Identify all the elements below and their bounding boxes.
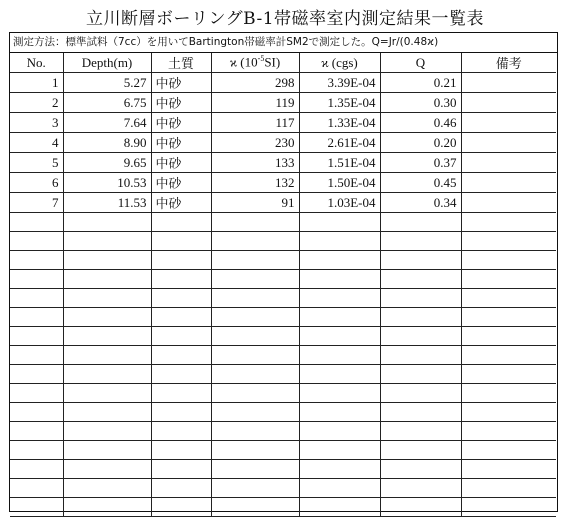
row-kappa-si — [211, 213, 299, 232]
row-no — [10, 270, 63, 289]
results-table-body — [10, 73, 556, 517]
row-kappa-si — [211, 346, 299, 365]
empty-table-row — [10, 498, 556, 517]
row-q — [380, 403, 461, 422]
row-remarks — [461, 441, 556, 460]
row-no — [10, 498, 63, 517]
row-no: 2 — [10, 93, 63, 113]
row-depth: 10.53 — [63, 173, 151, 193]
empty-table-row — [10, 365, 556, 384]
row-no — [10, 232, 63, 251]
row-q — [380, 422, 461, 441]
row-depth — [63, 460, 151, 479]
header-q: Q — [380, 53, 461, 73]
row-depth: 8.90 — [63, 133, 151, 153]
row-no — [10, 251, 63, 270]
row-q — [380, 251, 461, 270]
row-depth — [63, 441, 151, 460]
row-kappa-si: 91 — [211, 193, 299, 213]
row-kappa-si — [211, 384, 299, 403]
empty-table-row — [10, 346, 556, 365]
row-soil: 中砂 — [151, 153, 211, 173]
row-depth: 11.53 — [63, 193, 151, 213]
row-q — [380, 308, 461, 327]
row-soil — [151, 422, 211, 441]
row-soil: 中砂 — [151, 73, 211, 93]
results-sheet — [9, 32, 558, 512]
header-kappa-si-exponent: -5 — [257, 54, 265, 64]
row-no — [10, 441, 63, 460]
row-kappa-cgs — [299, 460, 380, 479]
results-table — [10, 53, 556, 517]
empty-table-row — [10, 422, 556, 441]
header-depth: Depth(m) — [63, 53, 151, 73]
row-depth — [63, 498, 151, 517]
row-remarks — [461, 327, 556, 346]
row-kappa-si — [211, 498, 299, 517]
row-soil: 中砂 — [151, 193, 211, 213]
row-no — [10, 213, 63, 232]
row-q — [380, 213, 461, 232]
row-soil — [151, 403, 211, 422]
row-no — [10, 460, 63, 479]
row-kappa-cgs — [299, 441, 380, 460]
row-kappa-si — [211, 403, 299, 422]
row-depth: 6.75 — [63, 93, 151, 113]
row-no — [10, 327, 63, 346]
row-remarks — [461, 93, 556, 113]
row-no — [10, 289, 63, 308]
row-kappa-si — [211, 270, 299, 289]
row-soil — [151, 213, 211, 232]
empty-table-row — [10, 213, 556, 232]
row-remarks — [461, 193, 556, 213]
row-kappa-si — [211, 365, 299, 384]
table-row — [10, 73, 556, 93]
row-soil: 中砂 — [151, 93, 211, 113]
row-soil — [151, 498, 211, 517]
row-kappa-si: 132 — [211, 173, 299, 193]
row-kappa-cgs: 1.51E-04 — [299, 153, 380, 173]
row-q — [380, 365, 461, 384]
row-no — [10, 403, 63, 422]
row-depth — [63, 346, 151, 365]
row-kappa-cgs — [299, 251, 380, 270]
row-remarks — [461, 365, 556, 384]
row-depth — [63, 270, 151, 289]
empty-table-row — [10, 289, 556, 308]
row-q — [380, 289, 461, 308]
row-soil — [151, 365, 211, 384]
row-kappa-cgs — [299, 498, 380, 517]
row-kappa-si — [211, 441, 299, 460]
row-kappa-cgs — [299, 270, 380, 289]
row-remarks — [461, 270, 556, 289]
row-soil — [151, 346, 211, 365]
row-q — [380, 232, 461, 251]
row-kappa-cgs — [299, 289, 380, 308]
row-remarks — [461, 289, 556, 308]
row-kappa-si: 119 — [211, 93, 299, 113]
row-q — [380, 327, 461, 346]
row-remarks — [461, 113, 556, 133]
empty-table-row — [10, 251, 556, 270]
row-depth — [63, 327, 151, 346]
row-no: 5 — [10, 153, 63, 173]
row-kappa-cgs: 3.39E-04 — [299, 73, 380, 93]
row-depth — [63, 232, 151, 251]
row-kappa-si — [211, 460, 299, 479]
row-kappa-cgs — [299, 346, 380, 365]
row-no: 1 — [10, 73, 63, 93]
row-q: 0.30 — [380, 93, 461, 113]
row-q — [380, 498, 461, 517]
row-kappa-cgs: 1.35E-04 — [299, 93, 380, 113]
row-kappa-cgs: 2.61E-04 — [299, 133, 380, 153]
row-remarks — [461, 213, 556, 232]
row-no: 6 — [10, 173, 63, 193]
row-kappa-si — [211, 289, 299, 308]
row-remarks — [461, 232, 556, 251]
row-kappa-si — [211, 479, 299, 498]
row-remarks — [461, 479, 556, 498]
measurement-method-note: 測定方法：標準試料（7cc）を用いてBartington帯磁率計SM2で測定した。Q=Jr/(0.48ϰ) — [10, 33, 557, 53]
page-title: 立川断層ボーリングB-1帯磁率室内測定結果一覧表 — [85, 9, 485, 29]
header-kappa-si — [211, 53, 299, 73]
row-q — [380, 460, 461, 479]
row-kappa-cgs — [299, 384, 380, 403]
row-q — [380, 441, 461, 460]
row-kappa-si — [211, 251, 299, 270]
row-soil — [151, 460, 211, 479]
row-no — [10, 384, 63, 403]
row-q: 0.46 — [380, 113, 461, 133]
row-soil — [151, 270, 211, 289]
row-no — [10, 422, 63, 441]
empty-table-row — [10, 308, 556, 327]
row-kappa-si — [211, 308, 299, 327]
row-kappa-cgs — [299, 422, 380, 441]
empty-table-row — [10, 270, 556, 289]
row-q — [380, 270, 461, 289]
row-remarks — [461, 460, 556, 479]
row-soil — [151, 327, 211, 346]
row-depth — [63, 251, 151, 270]
table-row — [10, 133, 556, 153]
row-soil — [151, 251, 211, 270]
row-remarks — [461, 308, 556, 327]
row-depth — [63, 403, 151, 422]
row-q — [380, 479, 461, 498]
row-kappa-si: 133 — [211, 153, 299, 173]
row-no — [10, 346, 63, 365]
row-kappa-cgs: 1.03E-04 — [299, 193, 380, 213]
row-soil — [151, 441, 211, 460]
row-no: 4 — [10, 133, 63, 153]
row-kappa-si — [211, 232, 299, 251]
empty-table-row — [10, 327, 556, 346]
row-q: 0.37 — [380, 153, 461, 173]
table-row — [10, 153, 556, 173]
header-no: No. — [10, 53, 63, 73]
empty-table-row — [10, 403, 556, 422]
row-kappa-si: 117 — [211, 113, 299, 133]
row-remarks — [461, 346, 556, 365]
row-q: 0.34 — [380, 193, 461, 213]
row-depth — [63, 479, 151, 498]
row-soil — [151, 232, 211, 251]
row-soil — [151, 308, 211, 327]
row-soil: 中砂 — [151, 173, 211, 193]
row-remarks — [461, 403, 556, 422]
row-q: 0.45 — [380, 173, 461, 193]
row-remarks — [461, 73, 556, 93]
row-remarks — [461, 498, 556, 517]
table-row — [10, 193, 556, 213]
row-depth — [63, 365, 151, 384]
row-depth — [63, 308, 151, 327]
row-no — [10, 365, 63, 384]
row-q: 0.21 — [380, 73, 461, 93]
table-row — [10, 173, 556, 193]
row-no: 3 — [10, 113, 63, 133]
row-kappa-cgs: 1.33E-04 — [299, 113, 380, 133]
empty-table-row — [10, 441, 556, 460]
row-kappa-cgs — [299, 327, 380, 346]
header-kappa-si-suffix: SI) — [264, 54, 281, 70]
row-kappa-cgs — [299, 479, 380, 498]
empty-table-row — [10, 384, 556, 403]
row-depth: 9.65 — [63, 153, 151, 173]
header-kappa-cgs: ϰ (cgs) — [299, 53, 380, 73]
row-kappa-cgs — [299, 213, 380, 232]
empty-table-row — [10, 479, 556, 498]
row-soil — [151, 289, 211, 308]
row-depth — [63, 213, 151, 232]
row-no — [10, 479, 63, 498]
row-soil: 中砂 — [151, 113, 211, 133]
empty-table-row — [10, 460, 556, 479]
row-remarks — [461, 153, 556, 173]
row-kappa-si — [211, 422, 299, 441]
row-soil — [151, 384, 211, 403]
row-remarks — [461, 422, 556, 441]
header-kappa-si-prefix: ϰ (10 — [229, 54, 258, 70]
row-q — [380, 346, 461, 365]
row-depth — [63, 384, 151, 403]
row-remarks — [461, 173, 556, 193]
table-header-row — [10, 53, 556, 73]
row-remarks — [461, 251, 556, 270]
row-depth: 5.27 — [63, 73, 151, 93]
table-row — [10, 113, 556, 133]
row-remarks — [461, 133, 556, 153]
row-kappa-cgs — [299, 232, 380, 251]
row-kappa-si — [211, 327, 299, 346]
row-q: 0.20 — [380, 133, 461, 153]
row-soil: 中砂 — [151, 133, 211, 153]
row-no — [10, 308, 63, 327]
row-kappa-cgs — [299, 403, 380, 422]
empty-table-row — [10, 232, 556, 251]
row-remarks — [461, 384, 556, 403]
row-soil — [151, 479, 211, 498]
row-depth — [63, 422, 151, 441]
row-depth — [63, 289, 151, 308]
row-no: 7 — [10, 193, 63, 213]
row-kappa-cgs — [299, 308, 380, 327]
row-kappa-si: 230 — [211, 133, 299, 153]
header-remarks: 備考 — [461, 53, 556, 73]
row-kappa-cgs — [299, 365, 380, 384]
header-soil: 土質 — [151, 53, 211, 73]
row-depth: 7.64 — [63, 113, 151, 133]
table-row — [10, 93, 556, 113]
row-q — [380, 384, 461, 403]
row-kappa-cgs: 1.50E-04 — [299, 173, 380, 193]
row-kappa-si: 298 — [211, 73, 299, 93]
